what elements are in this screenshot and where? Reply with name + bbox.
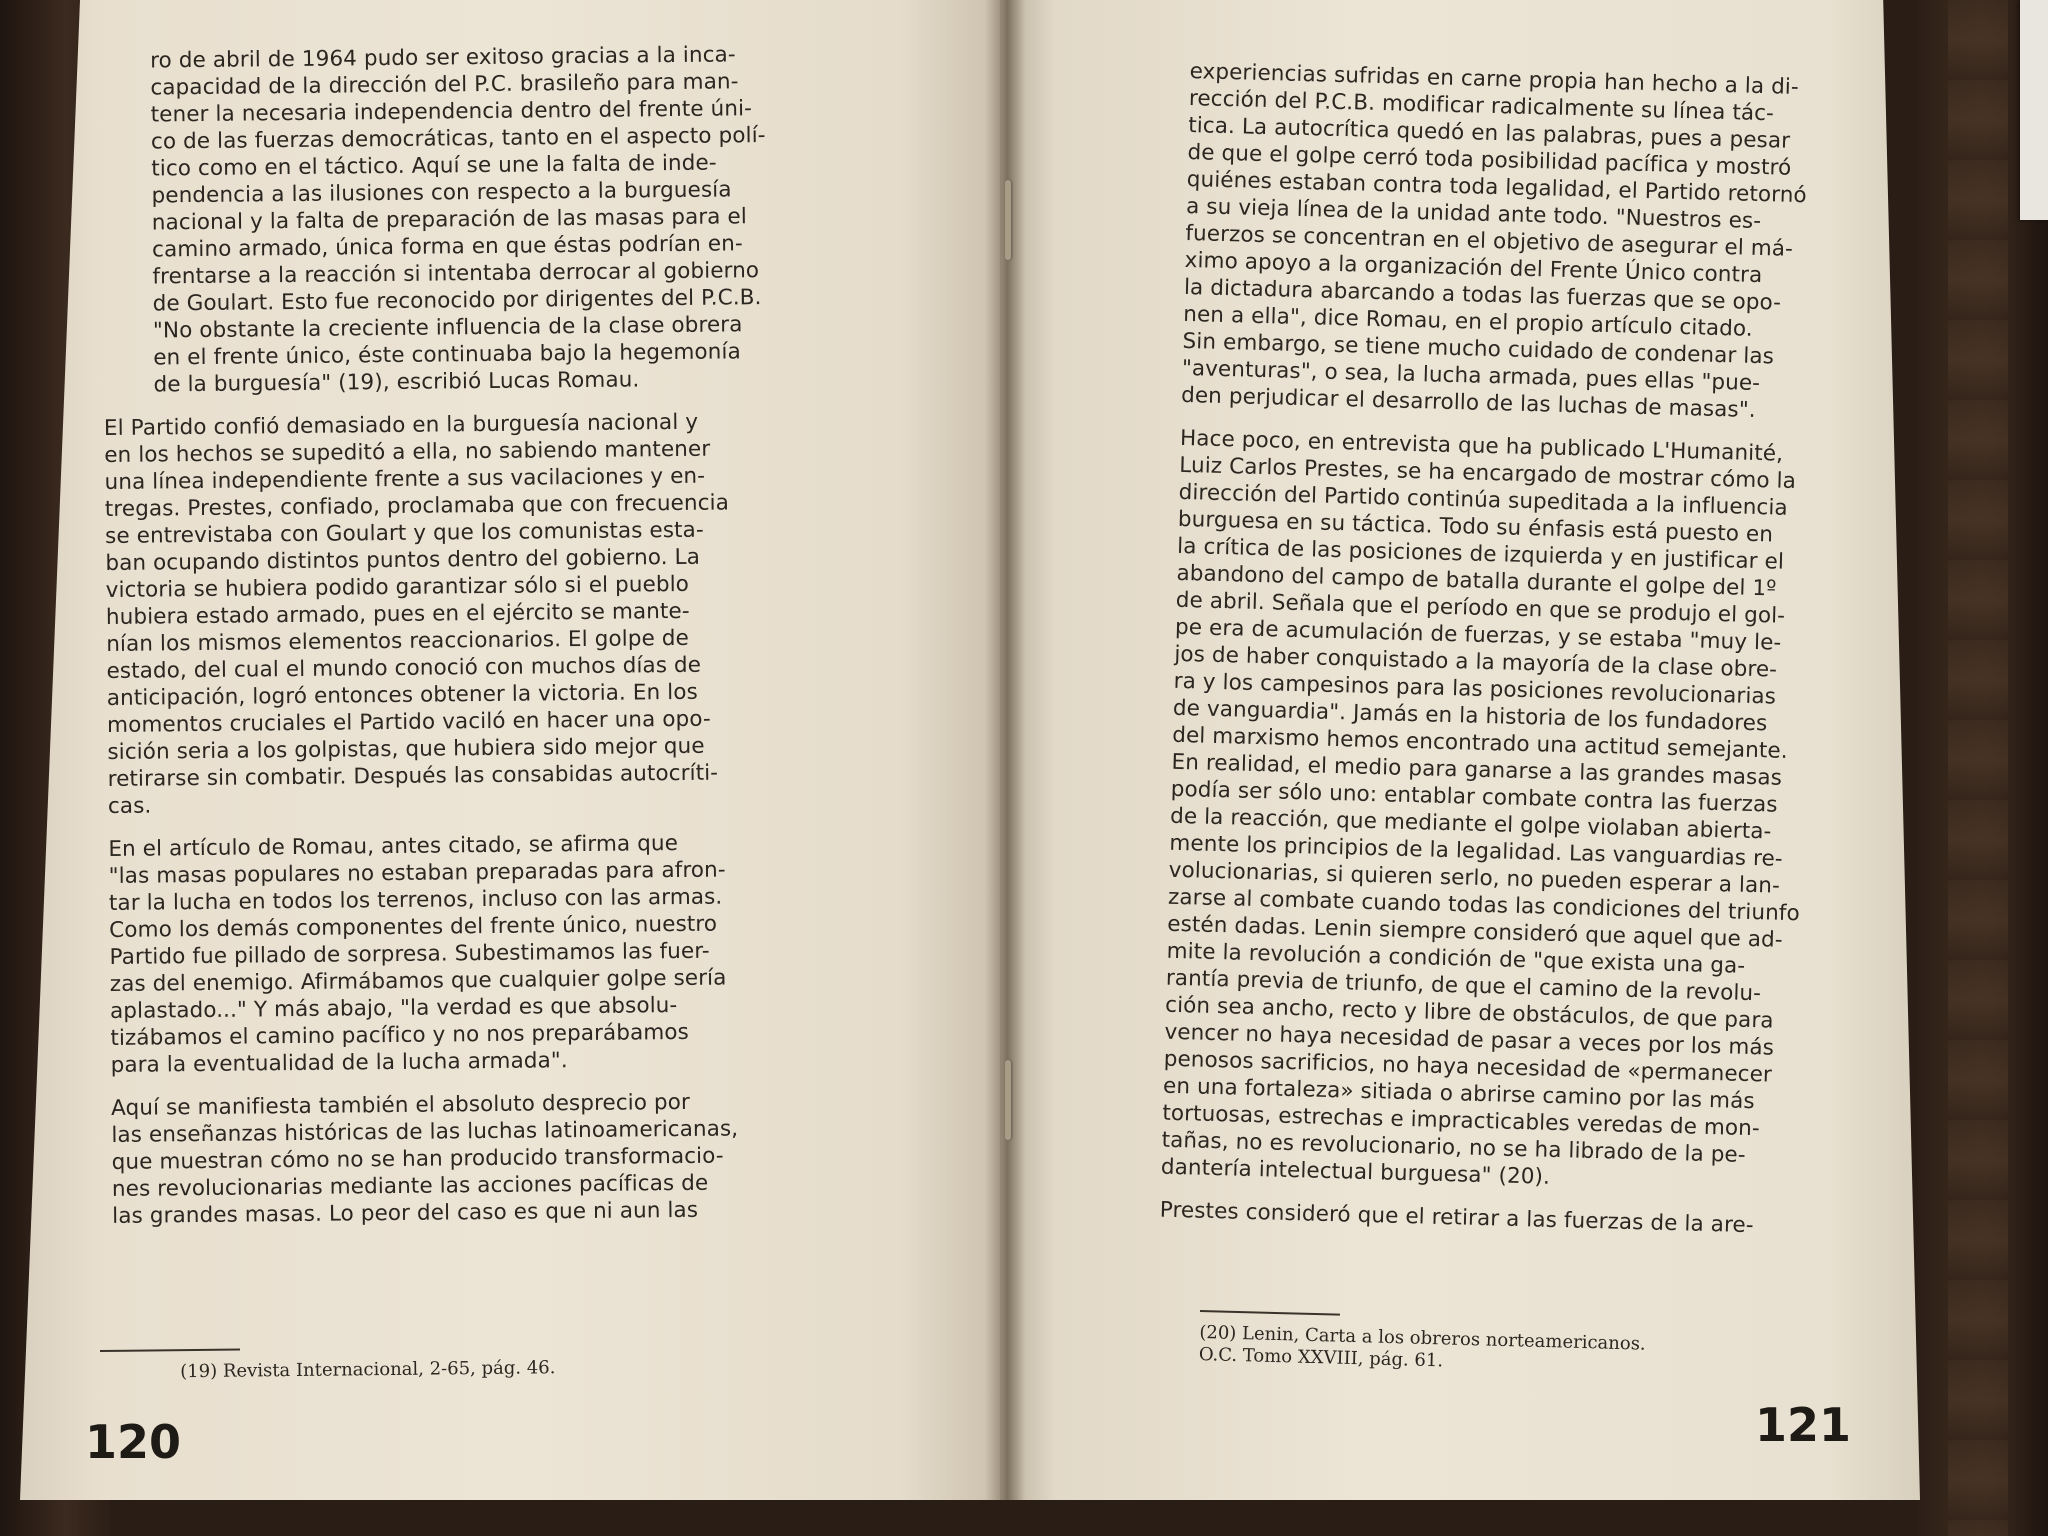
left-footnote-block (100, 1344, 700, 1384)
right-paragraph-3: Prestes consideró que el retirar a las fuerzas de la are- (1159, 1197, 1754, 1239)
footnote-rule (100, 1349, 240, 1352)
right-page-number: 121 (1755, 1398, 1852, 1452)
right-paragraph-2: Hace poco, en entrevista que ha publicado L'Humanité, Luiz Carlos Prestes, se ha encargado de mostrar cómo la dirección del Partido continúa supeditada a la influencia burguesa en su táctica. Todo su énfasis está puesto en la crítica de las posiciones de izquierda y en justificar el abandono del campo de batalla durante el golpe del 1º de abril. Señala que el período en que se produjo el gol- pe era de acumulación de fuerzas, y se estaba "muy le- jos de haber conquistado a la mayoría de la clase obre- ra y los campesinos para las posiciones revolucionarias de vanguardia". Jamás en la historia de los fundadores del marxismo hemos encontrado una actitud semejante. En realidad, el medio para ganarse a las grandes masas podía ser sólo uno: entablar combate contra las fuerzas de la reacción, que mediante el golpe violaban abierta- mente los principios de la legalidad. Las vanguardias re- volucionarias, si quieren serlo, no pueden esperar a lan- zarse al combate cuando todas las condiciones del triunfo estén dadas. Lenin siempre consideró que aquel que ad- mite la revolución a condición de "que exista una ga- rantía previa de triunfo, de que el camino de la revolu- ción sea ancho, recto y libre de obstáculos, de que para vencer no haya necesidad de pasar a veces por los más penosos sacrificios, no haya necesidad de «permanecer en una fortaleza» sitiada o abrirse camino por las más tortuosas, estrechas e impracticables veredas de mon- tañas, no es revolucionario, no se ha librado de la pe- dantería intelectual burguesa" (20). (1160, 425, 1801, 1190)
staple-bottom (1005, 1060, 1011, 1140)
right-page-text-column (1159, 58, 1840, 1257)
left-paragraph-1: ro de abril de 1964 pudo ser exitoso gracias a la inca- capacidad de la dirección del P.C. brasileño para man- tener la necesaria independencia dentro del frente úni- co de las fuerzas democráticas, tanto en el aspecto polí- tico como en el táctico. Aquí se une la falta de inde- pendencia a las ilusiones con respecto a la burguesía nacional y la falta de preparación de las masas para el camino armado, única forma en que éstas podrían en- frentarse a la reacción si intentaba derrocar al gobierno de Goulart. Esto fue reconocido por dirigentes del P.C.B. "No obstante la creciente influencia de la clase obrera en el frente único, éste continuaba bajo la hegemonía de la burguesía" (19), escribió Lucas Romau. (150, 42, 766, 398)
left-page-number: 120 (85, 1415, 182, 1469)
right-footnote: (20) Lenin, Carta a los obreros norteamericanos. O.C. Tomo XXVIII, pág. 61. (1198, 1321, 1646, 1372)
left-paragraph-3: En el artículo de Romau, antes citado, se afirma que "las masas populares no estaban preparadas para afron- tar la lucha en todos los terrenos, incluso con las armas. Como los demás componentes del frente único, nuestro Partido fue pillado de sorpresa. Subestimamos las fuer- zas del enemigo. Afirmábamos que cualquier golpe sería aplastado..." Y más abajo, "la verdad es que absolu- tizábamos el camino pacífico y no nos preparábamos para la eventualidad de la lucha armada". (108, 830, 727, 1078)
right-paragraph-1: experiencias sufridas en carne propia han hecho a la di- rección del P.C.B. modificar radicalmente su línea tác- tica. La autocrítica quedó en las palabras, pues a pesar de que el golpe cerró toda posibilidad pacífica y mostró quiénes estaban contra toda legalidad, el Partido retornó a su vieja línea de la unidad ante todo. "Nuestros es- fuerzos se concentran en el objetivo de asegurar el má- ximo apoyo a la organización del Frente Único contra la dictadura abarcando a todas las fuerzas que se opo- nen a ella", dice Romau, en el propio artículo citado. Sin embargo, se tiene mucho cuidado de condenar las "aventuras", o sea, la lucha armada, pues ellas "pue- den perjudicar el desarrollo de las luchas de masas". (1180, 58, 1808, 423)
staple-top (1005, 180, 1011, 260)
left-paragraph-4: Aquí se manifiesta también el absoluto desprecio por las enseñanzas históricas de las luchas latinoamericanas, que muestran cómo no se han producido transformacio- nes revolucionarias mediante las acciones pacíficas de las grandes masas. Lo peor del caso es que ni aun las (110, 1089, 739, 1229)
paper-scrap (2020, 0, 2048, 220)
left-page-text-column (100, 40, 853, 1246)
left-paragraph-2: El Partido confió demasiado en la burguesía nacional y en los hechos se supeditó a ella, no sabiendo mantener una línea independiente frente a sus vacilaciones y en- tregas. Prestes, confiado, proclamaba que con frecuencia se entrevistaba con Goulart y que los comunistas esta- ban ocupando distintos puntos dentro del gobierno. La victoria se hubiera podido garantizar sólo si el pueblo hubiera estado armado, pues en el ejército se mante- nían los mismos elementos reaccionarios. El golpe de estado, del cual el mundo conoció con muchos días de anticipación, logró entonces obtener la victoria. En los momentos cruciales el Partido vaciló en hacer una opo- sición seria a los golpistas, que hubiera sido mejor que retirarse sin combatir. Después las consabidas autocríti- cas. (103, 409, 730, 819)
left-footnote: (19) Revista Internacional, 2-65, pág. 46. (180, 1357, 556, 1383)
table-wood-grain (1948, 0, 2008, 1536)
